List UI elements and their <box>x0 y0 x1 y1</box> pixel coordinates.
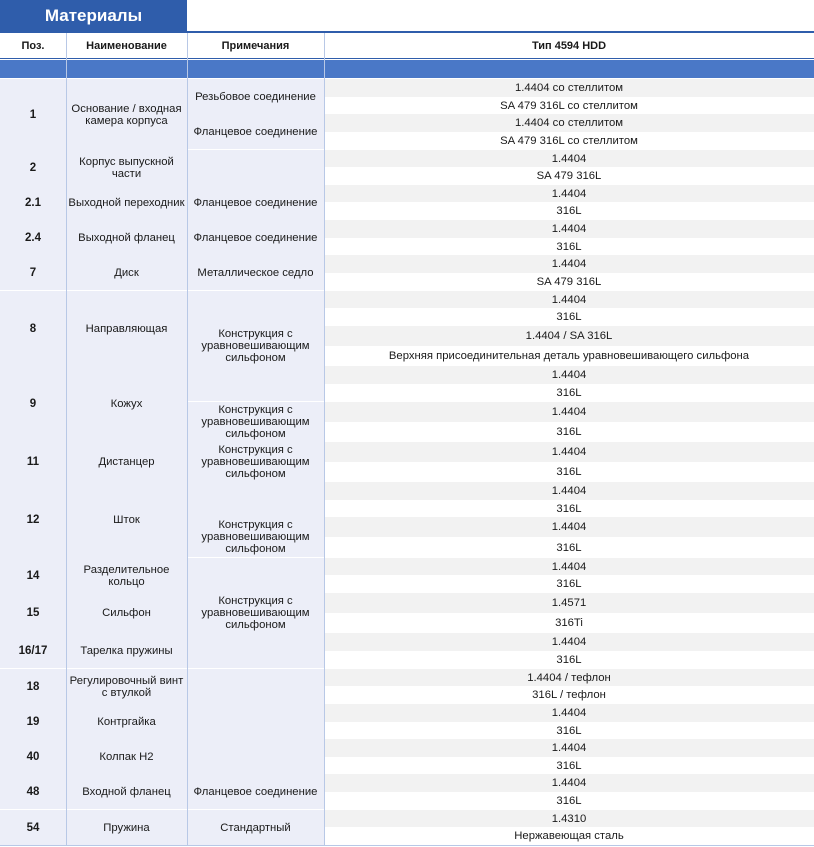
pos-cell: 48 <box>0 774 66 809</box>
notes-cell: Конструкция с уравновешивающим сильфоном <box>187 326 324 366</box>
material-cell: 1.4404 <box>324 558 814 576</box>
pos-cell: 2.4 <box>0 220 66 255</box>
material-cell: 316Ti <box>324 613 814 633</box>
pos-cell: 7 <box>0 255 66 290</box>
material-cell: 316L <box>324 500 814 518</box>
row-divider <box>0 845 814 846</box>
material-cell: SA 479 316L <box>324 167 814 185</box>
name-cell: Основание / входная камера корпуса <box>66 79 187 150</box>
notes-cell <box>187 291 324 326</box>
notes-cell: Фланцевое соединение <box>187 220 324 255</box>
material-cell: 316L <box>324 792 814 810</box>
notes-cell: Фланцевое соединение <box>187 114 324 149</box>
material-cell: 1.4404 со стеллитом <box>324 114 814 132</box>
pos-cell: 9 <box>0 366 66 442</box>
material-cell: 316L <box>324 757 814 775</box>
name-cell: Входной фланец <box>66 774 187 809</box>
name-cell: Разделительное кольцо <box>66 558 187 593</box>
material-cell: 1.4404 со стеллитом <box>324 79 814 97</box>
material-cell: 316L <box>324 422 814 442</box>
header-rule <box>0 58 814 59</box>
column-divider <box>66 33 67 845</box>
name-cell: Сильфон <box>66 593 187 633</box>
material-cell: 1.4404 / SA 316L <box>324 326 814 346</box>
material-cell: SA 479 316L со стеллитом <box>324 132 814 150</box>
material-cell: 1.4404 <box>324 291 814 309</box>
material-cell: 1.4404 <box>324 150 814 168</box>
notes-cell: Резьбовое соединение <box>187 79 324 114</box>
notes-cell <box>187 150 324 185</box>
material-cell: 1.4310 <box>324 810 814 828</box>
pos-cell: 14 <box>0 558 66 593</box>
material-cell: 1.4404 <box>324 633 814 651</box>
material-cell: 316L <box>324 384 814 402</box>
material-cell: 1.4404 <box>324 366 814 384</box>
notes-cell <box>187 739 324 774</box>
pos-cell: 18 <box>0 669 66 704</box>
material-cell: 316L <box>324 202 814 220</box>
material-cell: Верхняя присоединительная деталь уравновешивающего сильфона <box>324 346 814 366</box>
pos-cell: 1 <box>0 79 66 150</box>
column-divider <box>324 33 325 845</box>
notes-cell <box>187 558 324 593</box>
name-cell: Шток <box>66 482 187 558</box>
pos-cell: 2 <box>0 150 66 185</box>
material-cell: 316L <box>324 651 814 669</box>
material-cell: 316L <box>324 538 814 558</box>
header-notes: Примечания <box>221 39 290 52</box>
notes-cell <box>187 633 324 668</box>
header-pos: Поз. <box>21 39 45 52</box>
material-cell: 1.4404 / тефлон <box>324 669 814 687</box>
material-cell: Нержавеющая сталь <box>324 827 814 845</box>
name-cell: Колпак H2 <box>66 739 187 774</box>
notes-cell: Фланцевое соединение <box>187 774 324 809</box>
notes-cell <box>187 366 324 401</box>
header-name: Наименование <box>86 39 167 52</box>
material-cell: 1.4404 <box>324 220 814 238</box>
table-title: Материалы <box>0 0 187 31</box>
name-cell: Пружина <box>66 810 187 845</box>
material-cell: 316L <box>324 462 814 482</box>
section-bar <box>0 60 814 78</box>
material-cell: 1.4404 <box>324 402 814 422</box>
pos-cell: 11 <box>0 442 66 482</box>
pos-cell: 19 <box>0 704 66 739</box>
pos-cell: 54 <box>0 810 66 845</box>
name-cell: Контргайка <box>66 704 187 739</box>
pos-cell: 12 <box>0 482 66 558</box>
material-cell: 1.4404 <box>324 774 814 792</box>
pos-cell: 15 <box>0 593 66 633</box>
material-cell: 1.4404 <box>324 704 814 722</box>
column-divider <box>187 33 188 845</box>
name-cell: Регулировочный винт с втулкой <box>66 669 187 704</box>
notes-cell <box>187 704 324 739</box>
material-cell: 1.4404 <box>324 517 814 537</box>
notes-cell: Металлическое седло <box>187 255 324 290</box>
notes-cell: Стандартный <box>187 810 324 845</box>
notes-cell: Конструкция с уравновешивающим сильфоном <box>187 517 324 557</box>
notes-cell: Конструкция с уравновешивающим сильфоном <box>187 442 324 482</box>
material-cell: 316L <box>324 238 814 256</box>
material-cell: 1.4404 <box>324 442 814 462</box>
material-cell: 316L / тефлон <box>324 686 814 704</box>
material-cell: 316L <box>324 722 814 740</box>
name-cell: Кожух <box>66 366 187 442</box>
pos-cell: 2.1 <box>0 185 66 220</box>
name-cell: Тарелка пружины <box>66 633 187 668</box>
notes-cell <box>187 482 324 517</box>
material-cell: 316L <box>324 575 814 593</box>
pos-cell: 40 <box>0 739 66 774</box>
header-type: Тип 4594 HDD <box>531 39 607 52</box>
name-cell: Дистанцер <box>66 442 187 482</box>
name-cell: Выходной фланец <box>66 220 187 255</box>
material-cell: 1.4404 <box>324 255 814 273</box>
pos-cell: 16/17 <box>0 633 66 668</box>
material-cell: 1.4404 <box>324 185 814 203</box>
material-cell: 1.4404 <box>324 739 814 757</box>
name-cell: Корпус выпускной части <box>66 150 187 185</box>
material-cell: 316L <box>324 308 814 326</box>
name-cell: Выходной переходник <box>66 185 187 220</box>
notes-cell: Конструкция с уравновешивающим сильфоном <box>187 593 324 633</box>
notes-cell: Конструкция с уравновешивающим сильфоном <box>187 402 324 442</box>
name-cell: Направляющая <box>66 291 187 367</box>
notes-cell: Фланцевое соединение <box>187 185 324 220</box>
pos-cell: 8 <box>0 291 66 367</box>
material-cell: SA 479 316L <box>324 273 814 291</box>
material-cell: SA 479 316L со стеллитом <box>324 97 814 115</box>
material-cell: 1.4404 <box>324 482 814 500</box>
name-cell: Диск <box>66 255 187 290</box>
notes-cell <box>187 669 324 704</box>
material-cell: 1.4571 <box>324 593 814 613</box>
